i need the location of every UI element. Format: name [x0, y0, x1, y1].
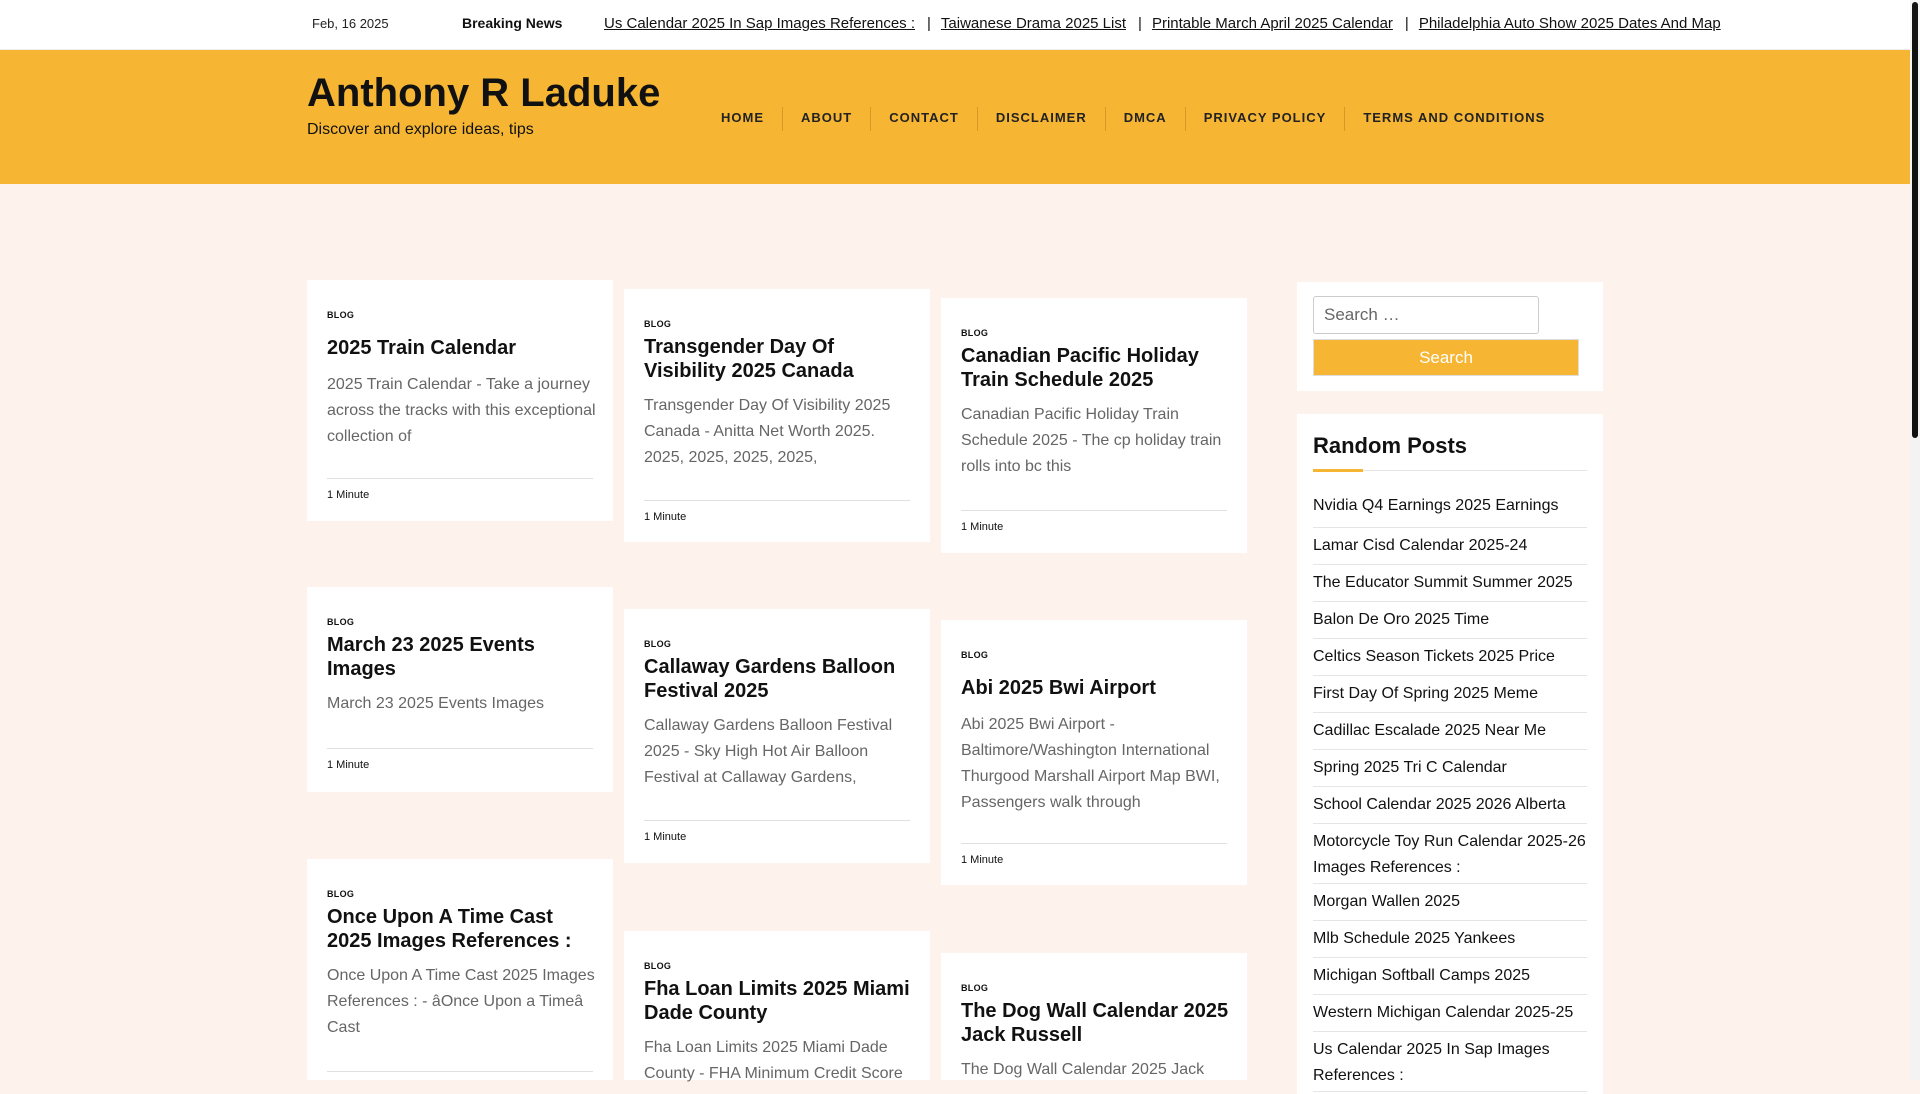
search-widget [1297, 282, 1603, 391]
post-excerpt: Canadian Pacific Holiday Train Schedule 2025 - The cp holiday train rolls into bc this [961, 406, 1222, 475]
post-category[interactable]: BLOG [644, 961, 672, 971]
post-category[interactable]: BLOG [327, 310, 355, 320]
post-excerpt: Transgender Day Of Visibility 2025 Canada - Anitta Net Worth 2025. 2025, 2025, 2025, 2025, [644, 397, 891, 466]
site-title[interactable]: Anthony R Laduke [307, 71, 661, 115]
random-post-link[interactable]: Spring 2025 Tri C Calendar [1313, 750, 1587, 787]
random-post-link[interactable]: Lamar Cisd Calendar 2025-24 [1313, 528, 1587, 565]
site-header [0, 50, 1910, 184]
random-post-link[interactable]: Balon De Oro 2025 Time [1313, 602, 1587, 639]
post-category[interactable]: BLOG [327, 889, 355, 899]
random-post-link[interactable]: Motorcycle Toy Run Calendar 2025-26 Images References : [1313, 824, 1587, 884]
nav-contact[interactable]: CONTACT [871, 107, 978, 131]
site-tagline: Discover and explore ideas, tips [307, 121, 534, 138]
random-post-link[interactable]: Western Michigan Calendar 2025-25 [1313, 995, 1587, 1032]
current-date: Feb, 16 2025 [312, 16, 389, 31]
post-read-time: 1 Minute [961, 521, 1004, 533]
post-category[interactable]: BLOG [961, 650, 989, 660]
post-excerpt: Fha Loan Limits 2025 Miami Dade County - FHA Minimum Credit Score [644, 1039, 903, 1082]
post-card [941, 620, 1247, 885]
post-read-time: 1 Minute [327, 489, 370, 501]
post-title[interactable]: March 23 2025 Events Images [327, 634, 535, 680]
breaking-news-ticker [604, 0, 1721, 50]
post-excerpt: March 23 2025 Events Images [327, 695, 545, 712]
post-excerpt: The Dog Wall Calendar 2025 Jack [961, 1061, 1205, 1078]
post-category[interactable]: BLOG [961, 983, 989, 993]
search-input[interactable] [1313, 296, 1539, 334]
nav-home[interactable]: HOME [703, 107, 783, 131]
post-read-time: 1 Minute [961, 854, 1004, 866]
random-post-link[interactable]: Cadillac Escalade 2025 Near Me [1313, 713, 1587, 750]
ticker-separator: | [1138, 15, 1142, 32]
ticker-link[interactable]: Taiwanese Drama 2025 List [940, 15, 1127, 32]
post-category[interactable]: BLOG [644, 319, 672, 329]
post-card [624, 931, 930, 1080]
post-excerpt: 2025 Train Calendar - Take a journey across the tracks with this exceptional collection of [327, 376, 596, 445]
ticker-link[interactable]: Us Calendar 2025 In Sap Images References : [604, 15, 916, 32]
post-card [941, 953, 1247, 1080]
breaking-news-label: Breaking News [462, 15, 563, 31]
main-nav [703, 107, 1563, 131]
random-post-link[interactable]: The Educator Summit Summer 2025 [1313, 565, 1587, 602]
post-divider [961, 843, 1227, 844]
random-post-link[interactable]: Mlb Schedule 2025 Yankees [1313, 921, 1587, 958]
random-posts-heading: Random Posts [1313, 433, 1468, 458]
post-divider [961, 510, 1227, 511]
post-divider [327, 1071, 593, 1072]
post-card [941, 298, 1247, 553]
post-category[interactable]: BLOG [961, 328, 989, 338]
random-post-link[interactable]: Nvidia Q4 Earnings 2025 Earnings [1313, 491, 1587, 528]
post-title[interactable]: Abi 2025 Bwi Airport [961, 677, 1156, 699]
top-bar [0, 0, 1910, 50]
post-excerpt: Once Upon A Time Cast 2025 Images References : - âOnce Upon a Timeâ Cast [327, 967, 595, 1036]
post-title[interactable]: Canadian Pacific Holiday Train Schedule 2025 [961, 345, 1199, 391]
nav-about[interactable]: ABOUT [783, 107, 871, 131]
page-scrollbar-thumb[interactable] [1912, 2, 1918, 438]
heading-underline-accent [1313, 469, 1363, 472]
ticker-separator: | [1404, 15, 1409, 32]
post-card [307, 587, 613, 792]
nav-disclaimer[interactable]: DISCLAIMER [978, 107, 1106, 131]
random-post-link[interactable]: Celtics Season Tickets 2025 Price [1313, 639, 1587, 676]
nav-terms-and-conditions[interactable]: TERMS AND CONDITIONS [1363, 110, 1546, 125]
random-post-link[interactable]: First Day Of Spring 2025 Meme [1313, 676, 1587, 713]
post-title[interactable]: Fha Loan Limits 2025 Miami Dade County [644, 978, 910, 1024]
ticker-separator: | [927, 15, 931, 32]
post-excerpt: Abi 2025 Bwi Airport - Baltimore/Washington International Thurgood Marshall Airport Map BWI, Passengers walk through [961, 716, 1220, 811]
random-post-link[interactable]: Morgan Wallen 2025 [1313, 884, 1587, 921]
random-post-link[interactable]: Us Calendar 2025 In Sap Images References : [1313, 1032, 1587, 1092]
random-posts-widget [1297, 414, 1603, 1094]
post-read-time: 1 Minute [644, 511, 687, 523]
post-card [307, 280, 613, 521]
nav-privacy-policy[interactable]: PRIVACY POLICY [1186, 107, 1346, 131]
post-card [624, 609, 930, 863]
post-excerpt: Callaway Gardens Balloon Festival 2025 - Sky High Hot Air Balloon Festival at Callaway Gardens, [644, 717, 893, 786]
post-card [307, 859, 613, 1080]
post-divider [644, 500, 910, 501]
post-title[interactable]: Callaway Gardens Balloon Festival 2025 [644, 656, 896, 702]
post-read-time: 1 Minute [327, 759, 370, 771]
post-category[interactable]: BLOG [644, 639, 672, 649]
post-divider [327, 478, 593, 479]
random-posts-list [1313, 491, 1587, 1092]
search-button[interactable]: Search [1313, 339, 1579, 376]
post-title[interactable]: The Dog Wall Calendar 2025 Jack Russell [961, 1000, 1229, 1046]
ticker-link[interactable]: Philadelphia Auto Show 2025 Dates And Map [1418, 15, 1721, 32]
random-post-link[interactable]: Michigan Softball Camps 2025 [1313, 958, 1587, 995]
post-divider [327, 748, 593, 749]
ticker-link[interactable]: Printable March April 2025 Calendar [1151, 15, 1393, 32]
post-card [624, 289, 930, 542]
random-post-link[interactable]: School Calendar 2025 2026 Alberta [1313, 787, 1587, 824]
post-read-time: 1 Minute [644, 831, 687, 843]
post-title[interactable]: Once Upon A Time Cast 2025 Images References : [327, 906, 572, 952]
post-divider [644, 820, 910, 821]
post-title[interactable]: 2025 Train Calendar [327, 337, 516, 359]
post-title[interactable]: Transgender Day Of Visibility 2025 Canada [644, 336, 854, 382]
post-category[interactable]: BLOG [327, 617, 355, 627]
nav-dmca[interactable]: DMCA [1106, 107, 1186, 131]
